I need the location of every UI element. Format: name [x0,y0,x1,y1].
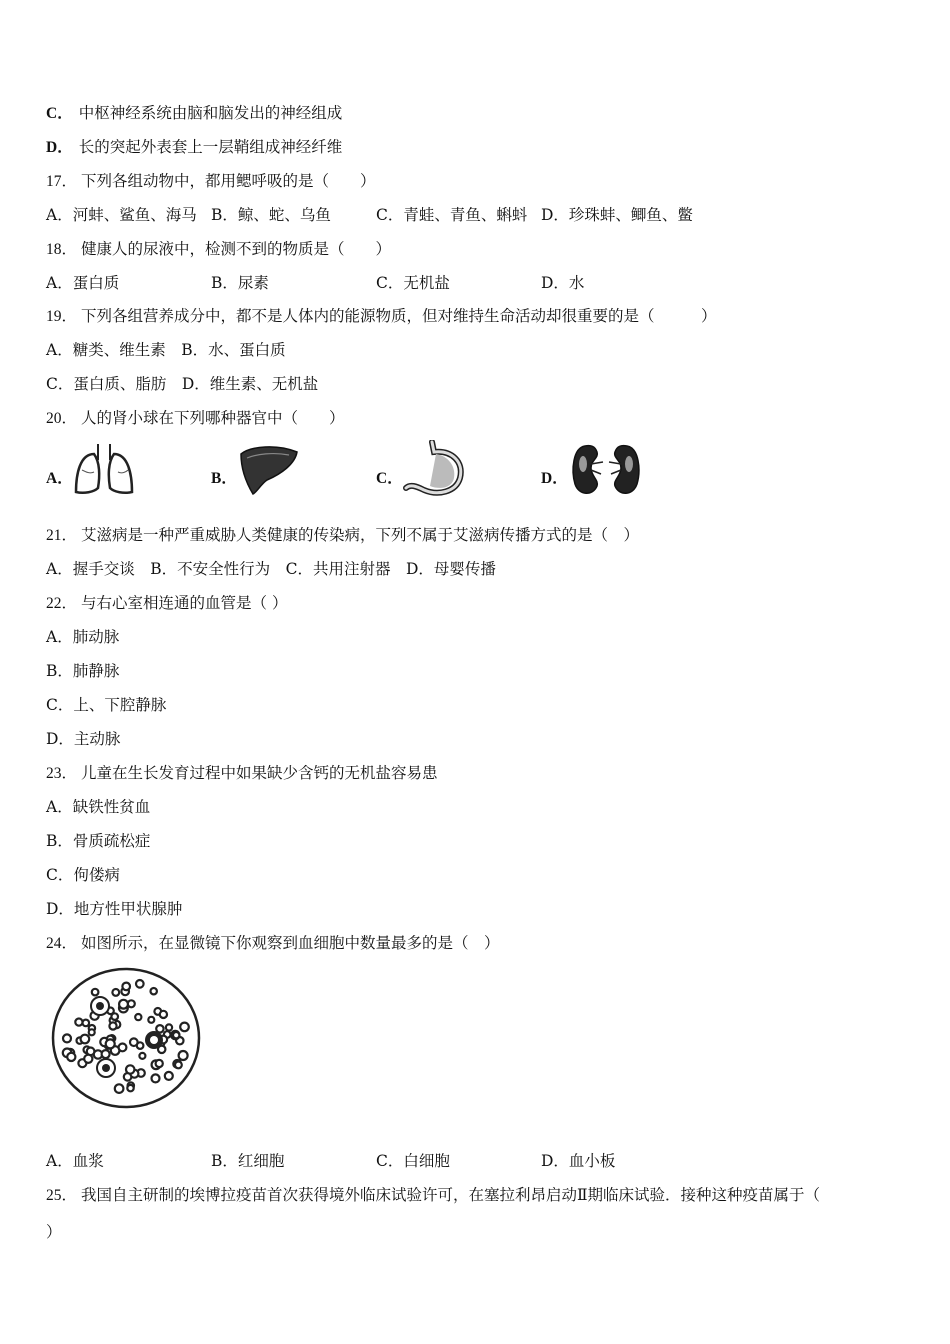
option-c-stomach [376,440,476,506]
red-blood-cell [75,1019,82,1026]
red-blood-cell [92,989,99,996]
q23-option-b: B．骨质疏松症 [46,832,151,850]
red-blood-cell [166,1024,172,1030]
question-text: 我国自主研制的埃博拉疫苗首次获得境外临床试验许可，在塞拉利昂启动Ⅱ期临床试验．接种这种疫苗属于（ [81,1186,821,1204]
q22-option-d: D．主动脉 [46,730,121,748]
question-text: 与右心室相连通的血管是（ ） [81,594,288,612]
question-number: 21． [46,527,78,544]
red-blood-cell [89,1029,95,1035]
red-blood-cell [136,980,144,988]
red-blood-cell [81,1035,90,1044]
kidneys-icon [569,440,645,500]
q23-option-c: C．佝偻病 [46,866,120,884]
red-blood-cell [152,1074,160,1082]
question-17 [46,171,376,192]
q16-option-c [46,103,342,124]
red-blood-cell [127,1085,133,1091]
q18-options [46,273,746,293]
red-blood-cell [63,1034,71,1042]
q23-option-d: D．地方性甲状腺肿 [46,900,183,918]
white-blood-cell-nucleus [150,1036,158,1044]
question-number: 22． [46,595,78,612]
red-blood-cell [135,1014,141,1020]
option-a-lungs [46,440,146,506]
q16-option-d [46,137,342,158]
option-label: A． [46,470,73,487]
question-22 [46,593,287,614]
liver-icon [237,440,301,500]
red-blood-cell [173,1032,179,1038]
question-20 [46,408,345,429]
red-blood-cell [139,1053,145,1059]
red-blood-cell [179,1051,188,1060]
question-text: 健康人的尿液中，检测不到的物质是（ ） [81,240,392,258]
q20-options [46,440,746,506]
option-text: 长的突起外表套上一层鞘组成神经纤维 [78,138,343,156]
q22-option-a: A．肺动脉 [46,628,120,646]
red-blood-cell [119,1000,128,1009]
red-blood-cell [151,988,157,994]
option-label: B． [211,470,237,487]
blood-smear-image [50,966,202,1110]
option-d: D．珍珠蚌、鲫鱼、鳖 [541,206,693,224]
option-label: D． [46,139,73,156]
red-blood-cell [84,1055,92,1063]
red-blood-cell [175,1062,182,1069]
option-d: D．水 [541,274,585,292]
option-a: A．河蚌、鲨鱼、海马 [46,206,197,224]
red-blood-cell [126,1065,134,1073]
option-d: D．血小板 [541,1152,616,1170]
question-text: 儿童在生长发育过程中如果缺少含钙的无机盐容易患 [81,764,438,782]
q22-option-c: C．上、下腔静脉 [46,696,167,714]
option-c: C．无机盐 [376,274,450,292]
question-text: 下列各组营养成分中，都不是人体内的能源物质，但对维持生命活动却很重要的是（ ） [81,307,717,325]
question-25-continuation: ） [46,1223,62,1241]
option-c: C．青蛙、青鱼、蝌蚪 [376,206,528,224]
option-label: D． [541,470,568,487]
question-23 [46,763,438,784]
question-18 [46,239,391,260]
question-21 [46,525,639,546]
red-blood-cell [109,1022,116,1029]
lungs-icon [72,440,136,500]
question-number: 18． [46,241,78,258]
stomach-icon [402,440,466,500]
red-blood-cell [165,1072,173,1080]
red-blood-cell [106,1039,115,1048]
option-b: B．尿素 [211,274,269,292]
question-text: 艾滋病是一种严重威胁人类健康的传染病，下列不属于艾滋病传播方式的是（ ） [81,526,640,544]
red-blood-cell [160,1011,167,1018]
option-c: C．白细胞 [376,1152,450,1170]
white-blood-cell-nucleus [102,1064,110,1072]
red-blood-cell [137,1042,144,1049]
option-label: C． [46,105,73,122]
white-blood-cell-nucleus [96,1002,104,1010]
question-number: 23． [46,765,78,782]
question-19 [46,306,717,327]
option-b: B．红细胞 [211,1152,285,1170]
q22-option-b: B．肺静脉 [46,662,120,680]
question-25 [46,1185,820,1206]
red-blood-cell [156,1025,163,1032]
option-label: C． [376,470,403,487]
q17-options [46,205,746,225]
red-blood-cell [111,1013,118,1020]
q19-options-ab: A．糖类、维生素 B．水、蛋白质 [46,341,286,359]
option-b: B．鲸、蛇、乌鱼 [211,206,331,224]
red-blood-cell [102,1050,110,1058]
question-number: 25． [46,1187,78,1204]
q24-options [46,1151,746,1171]
question-number: 17． [46,173,78,190]
question-number: 24． [46,935,78,952]
option-a: A．蛋白质 [46,274,120,292]
red-blood-cell [119,1044,127,1052]
q19-options-cd: C．蛋白质、脂肪 D．维生素、无机盐 [46,375,319,393]
red-blood-cell [148,1017,154,1023]
question-text: 下列各组动物中，都用鳃呼吸的是（ ） [81,172,376,190]
question-text: 如图所示，在显微镜下你观察到血细胞中数量最多的是（ ） [81,934,500,952]
question-number: 19． [46,308,78,325]
question-24 [46,933,500,954]
red-blood-cell [122,983,130,991]
red-blood-cell [115,1084,124,1093]
red-blood-cell [112,989,119,996]
option-a: A．血浆 [46,1152,104,1170]
question-number: 20． [46,410,78,427]
option-b-liver [211,440,311,506]
q23-option-a: A．缺铁性贫血 [46,798,151,816]
option-d-kidneys [541,440,661,506]
red-blood-cell [180,1023,189,1032]
option-text: 中枢神经系统由脑和脑发出的神经组成 [78,104,343,122]
question-text: 人的肾小球在下列哪种器官中（ ） [81,409,345,427]
q21-options: A．握手交谈 B．不安全性行为 C．共用注射器 D．母婴传播 [46,560,496,578]
red-blood-cell [156,1060,163,1067]
red-blood-cell [67,1053,75,1061]
